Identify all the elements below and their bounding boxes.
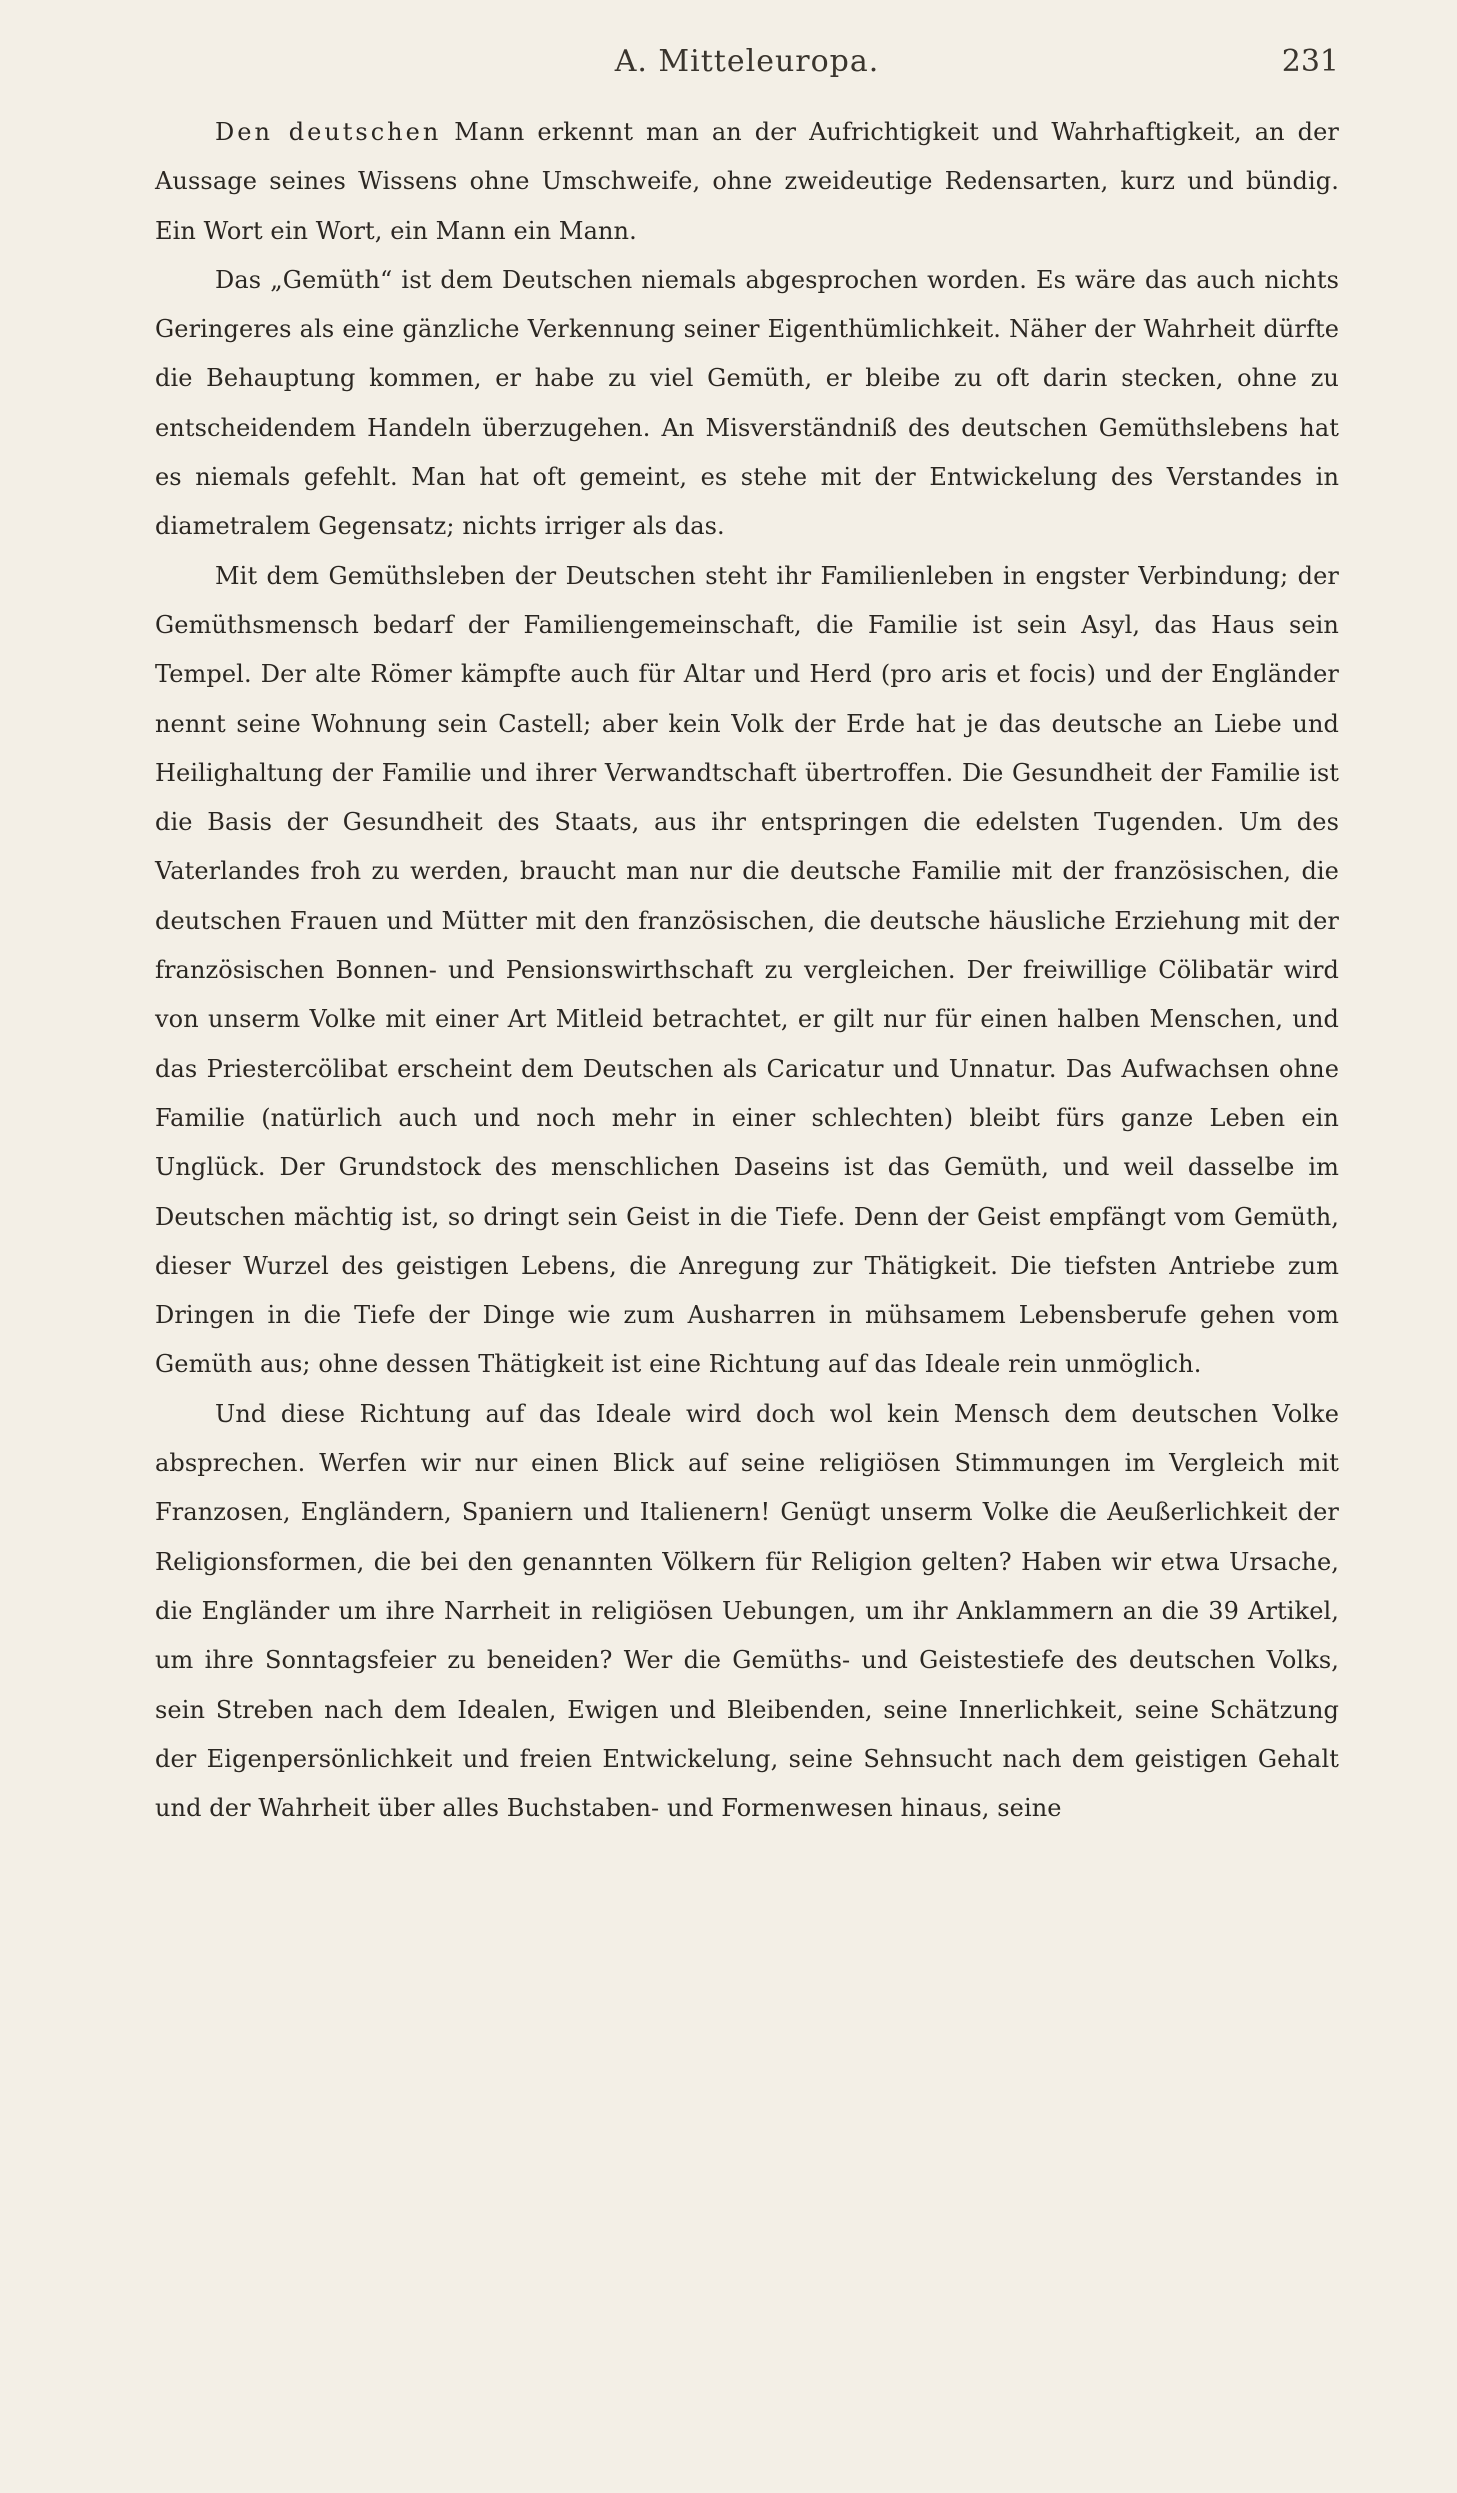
paragraph-4 [155,1390,1339,1834]
page-header [155,44,1339,104]
page-number: 231 [1281,44,1339,79]
body-text [155,108,1339,1833]
paragraph-text: Mit dem Gemüthsleben der Deutschen steht ihr Familienleben in engster Verbindung; der Gemüthsmensch bedarf der Familiengemeinschaft, die Familie ist sein Asyl, das Haus sein Tempel. Der alte Römer kämpfte auch für Altar und Herd (pro aris et focis) und der Engländer nennt seine Wohnung sein Castell; aber kein Volk der Erde hat je das deutsche an Liebe und Heilighaltung der Familie und ihrer Verwandtschaft übertroffen. Die Gesundheit der Familie ist die Basis der Gesundheit des Staats, aus ihr entspringen die edelsten Tugenden. Um des Vaterlandes froh zu werden, braucht man nur die deutsche Familie mit der französischen, die deutschen Frauen und Mütter mit den französischen, die deutsche häusliche Erziehung mit der französischen Bonnen- und Pensionswirthschaft zu vergleichen. Der freiwillige Cölibatär wird von unserm Volke mit einer Art Mitleid betrachtet, er gilt nur für einen halben Menschen, und das Priestercölibat erscheint dem Deutschen als Caricatur und Unnatur. Das Aufwachsen ohne Familie (natürlich auch und noch mehr in einer schlechten) bleibt fürs ganze Leben ein Unglück. Der Grundstock des menschlichen Daseins ist das Gemüth, und weil dasselbe im Deutschen mächtig ist, so dringt sein Geist in die Tiefe. Denn der Geist empfängt vom Gemüth, dieser Wurzel des geistigen Lebens, die Anregung zur Thätigkeit. Die tiefsten Antriebe zum Dringen in die Tiefe der Dinge wie zum Ausharren in mühsamem Lebensberufe gehen vom Gemüth aus; ohne dessen Thätigkeit ist eine Richtung auf das Ideale rein unmöglich. [155,561,1339,1379]
paragraph-text: Das „Gemüth“ ist dem Deutschen niemals abgesprochen worden. Es wäre das auch nichts Geringeres als eine gänzliche Verkennung seiner Eigenthümlichkeit. Näher der Wahrheit dürfte die Behauptung kommen, er habe zu viel Gemüth, er bleibe zu oft darin stecken, ohne zu entscheidendem Handeln überzugehen. An Misverständniß des deutschen Gemüthslebens hat es niemals gefehlt. Man hat oft gemeint, es stehe mit der Entwickelung des Verstandes in diametralem Gegensatz; nichts irriger als das. [155,265,1339,541]
running-head: A. Mitteleuropa. [614,44,880,79]
paragraph-3 [155,552,1339,1390]
paragraph-text: Mann erkennt man an der Aufrichtigkeit und Wahrhaftigkeit, an der Aussage seines Wissens ohne Umschweife, ohne zweideutige Redensarten, kurz und bündig. Ein Wort ein Wort, ein Mann ein Mann. [155,118,1339,245]
paragraph-1 [155,108,1339,256]
paragraph-2 [155,256,1339,552]
paragraph-text: Und diese Richtung auf das Ideale wird doch wol kein Mensch dem deutschen Volke absprechen. Werfen wir nur einen Blick auf seine religiösen Stimmungen im Vergleich mit Franzosen, Engländern, Spaniern und Italienern! Genügt unserm Volke die Aeußerlichkeit der Religionsformen, die bei den genannten Völkern für Religion gelten? Haben wir etwa Ursache, die Engländer um ihre Narrheit in religiösen Uebungen, um ihr Anklammern an die 39 Artikel, um ihre Sonntagsfeier zu beneiden? Wer die Gemüths- und Geistestiefe des deutschen Volks, sein Streben nach dem Idealen, Ewigen und Bleibenden, seine Innerlichkeit, seine Schätzung der Eigenpersönlichkeit und freien Entwickelung, seine Sehnsucht nach dem geistigen Gehalt und der Wahrheit über alles Buchstaben- und Formenwesen hinaus, seine [155,1399,1339,1823]
paragraph-lead: Den deutschen [215,118,442,146]
